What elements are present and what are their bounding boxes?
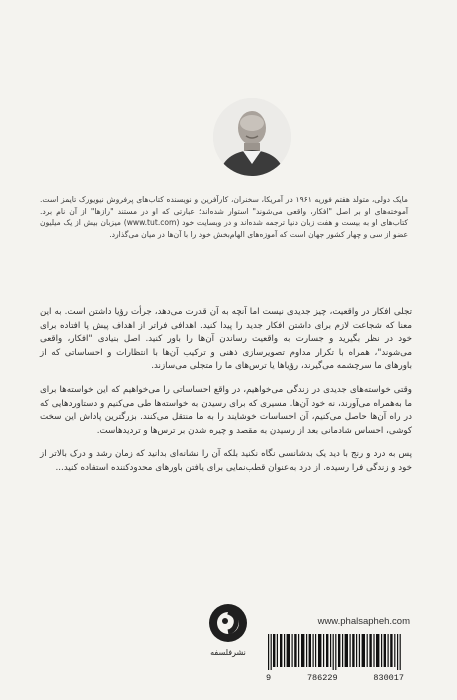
blurb	[40, 306, 412, 476]
isbn-barcode	[262, 634, 408, 670]
publisher-name: نشرفلسفه	[210, 648, 246, 657]
blurb-paragraph-1: تجلی افکار در واقعیت، چیز جدیدی نیست اما آنچه به آن قدرت می‌دهد، جرأت رؤیا داشتن است. به این معنا که شجاعت لازم برای داشتن افکار جدید را پیدا کنید. اهدافی فراتر از اهداف پیش پا افتاده برای خود در نظر بگیرید و جسارت به واقعیت رساندن آن‌ها را باور کنید. اصل بنیادی "افکار، واقعی می‌شوند"، همراه با تکرار مداوم تصویرسازی ذهنی و ترکیب آن‌ها با انتظارات و احساساتی که از باورهای ما سرچشمه می‌گیرند، رؤیاها یا ترس‌های ما را متجلی می‌سازند.	[40, 307, 412, 372]
blurb-paragraph-2: وقتی خواسته‌های جدیدی در زندگی می‌خواهیم، در واقع احساساتی را می‌خواهیم که این خواسته‌ها برای ما به‌همراه می‌آورند، نه خود آن‌ها. مسیری که برای رسیدن به خواسته‌ها طی می‌کنیم و دستاوردهایی که در راه آن‌ها حاصل می‌کنیم، آن احساسات خوشایند را به ما منتقل می‌کنند. بزرگترین پاداش این سخت کوشی، احساس شادمانی بعد از رسیدن به مقصد و چیره شدن بر ترس‌ها و تردیدهاست.	[40, 384, 412, 436]
author-bio-text: مایک دولی، متولد هفتم فوریه ۱۹۶۱ در آمریکا، سخنران، کارآفرین و نویسنده کتاب‌های پرفروش نیویورک تایمز است. آموخته‌های او بر اصل "افکار، واقعی می‌شوند" استوار شده‌اند؛ عبارتی که او در مستند "رازها" از آن نام برد. کتاب‌های او به بیست و هفت زبان دنیا ترجمه شده‌اند و در وبسایت خود (www.tut.com) میزبان بیش از یک میلیون عضو از سی و چهار کشور جهان است که آموزه‌های الهام‌بخش خود را با آن‌ها در میان می‌گذارد.	[40, 195, 409, 239]
blurb-paragraph-3: پس به درد و رنج با دید یک بدشانسی نگاه نکنید بلکه آن را نشانه‌ای بدانید که زمان رشد و درک بالاتر از خود و زندگی فرا رسیده. از درد به‌عنوان قطب‌نمایی برای یافتن باورهای محدودکننده استفاده کنید...	[40, 449, 412, 473]
phalsapheh-logo-icon	[208, 603, 248, 643]
isbn-prefix: 9	[266, 673, 272, 683]
author-portrait-icon	[213, 98, 291, 176]
isbn-group-1: 786229	[306, 673, 338, 683]
publisher-block	[202, 603, 254, 667]
publisher-website[interactable]: www.phalsapheh.com	[317, 616, 410, 627]
author-bio	[40, 194, 408, 240]
isbn-digits	[262, 673, 408, 683]
isbn-group-2: 830017	[373, 673, 404, 683]
